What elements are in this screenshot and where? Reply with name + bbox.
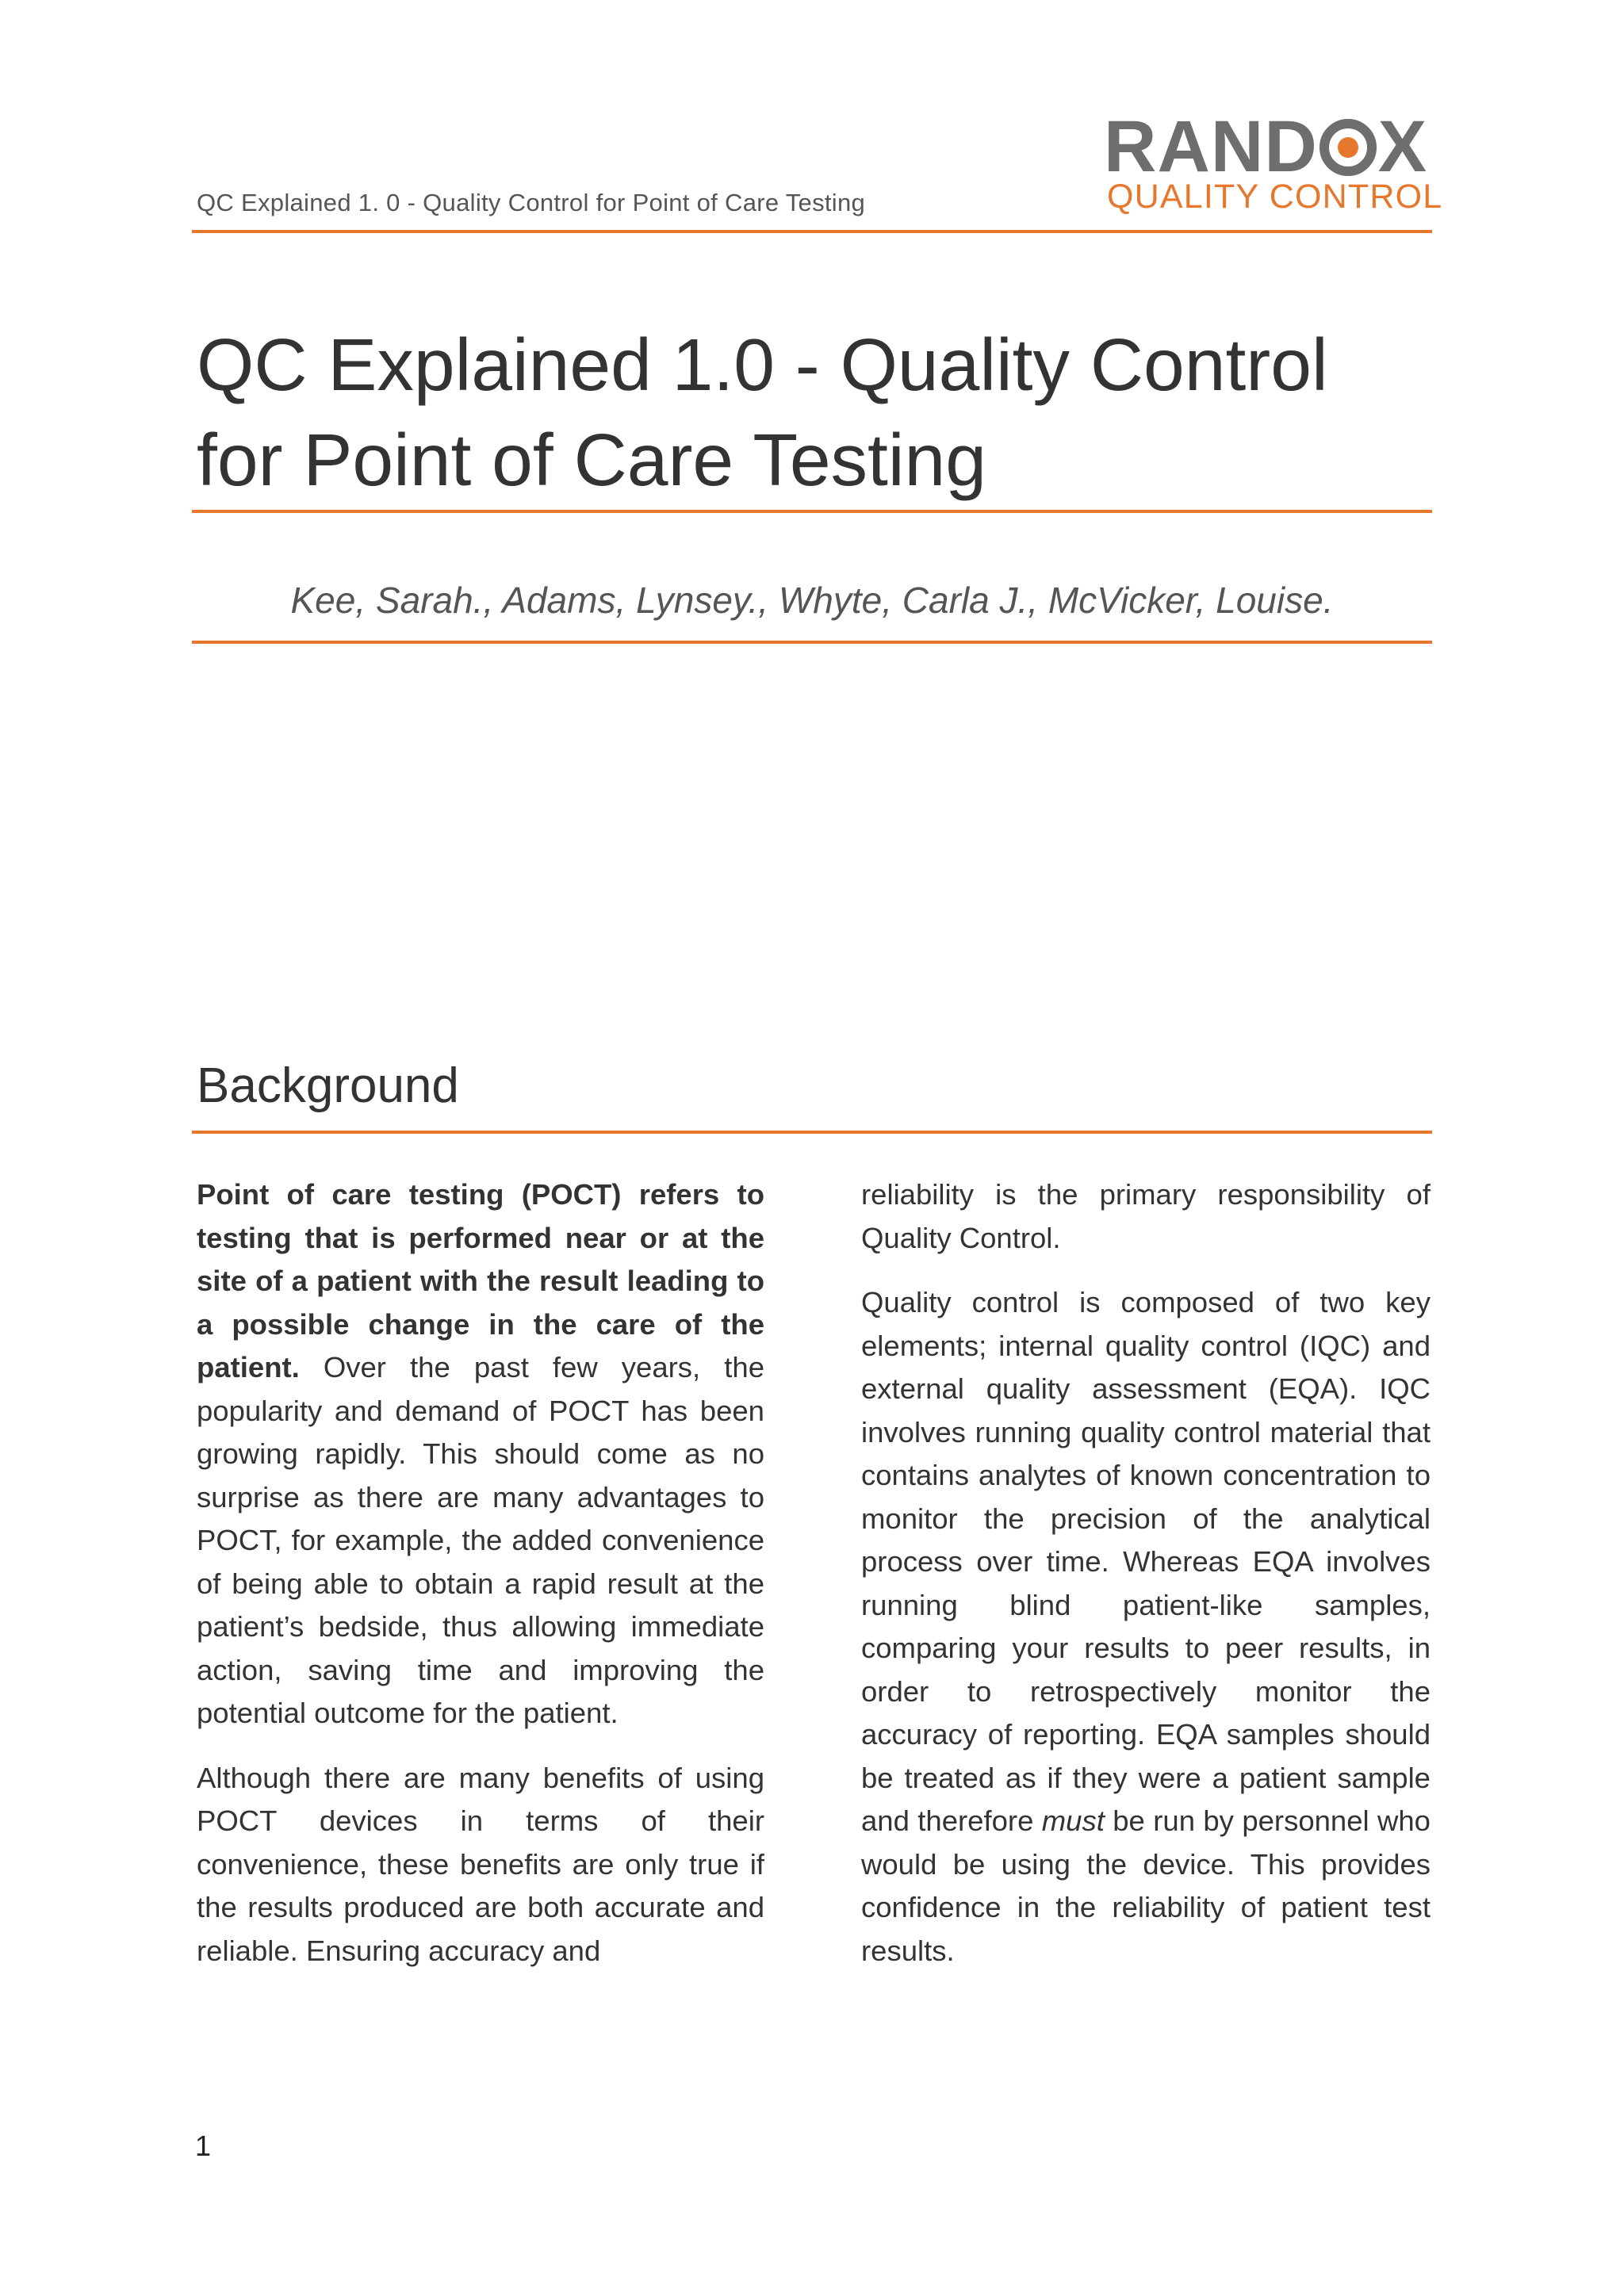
logo-tagline: QUALITY CONTROL <box>1107 178 1443 216</box>
lead-sentence: Point of care testing (POCT) refers to testing that is performed near or at the site of a patient with the result leading to a possible change in the care of the patient. <box>197 1178 764 1383</box>
title-divider <box>192 510 1432 513</box>
running-header: QC Explained 1. 0 - Quality Control for Point of Care Testing <box>197 189 866 216</box>
paragraph <box>861 1281 1431 1973</box>
paragraph: Although there are many benefits of using POCT devices in terms of their convenience, these benefits are only true if the results produced are both accurate and reliable. Ensuring accuracy and <box>197 1761 764 1967</box>
authors-divider <box>192 641 1432 644</box>
section-divider <box>192 1131 1432 1134</box>
randox-logo <box>1104 106 1443 216</box>
paragraph-text: Over the past few years, the popularity and demand of POCT has been growing rapidly. This should come as no surprise as there are many advantages to POCT, for example, the added convenience of being able to obtain a rapid result at the patient’s bedside, thus allowing immediate action, saving time and improving the potential outcome for the patient. <box>197 1351 764 1729</box>
logo-o-icon <box>1320 119 1377 176</box>
document-title: QC Explained 1.0 - Quality Control for Point of Care Testing <box>197 323 1328 501</box>
section-heading: Background <box>197 1058 459 1113</box>
paragraph: reliability is the primary responsibility of Quality Control. <box>861 1178 1431 1254</box>
left-column <box>197 1173 764 1994</box>
paragraph-text: be run by personnel who would be using the device. This provides confidence in the reliability of patient test results. <box>861 1804 1431 1967</box>
author-list: Kee, Sarah., Adams, Lynsey., Whyte, Carla J., McVicker, Louise. <box>290 580 1334 621</box>
paragraph <box>197 1173 764 1735</box>
paragraph-text: Quality control is composed of two key elements; internal quality control (IQC) and external quality assessment (EQA). IQC involves running quality control material that contains analytes of known concentration to monitor the precision of the analytical process over time. Whereas EQA involves running blind patient-like samples, comparing your results to peer results, in order to retrospectively monitor the accuracy of reporting. EQA samples should be treated as if they were a patient sample and therefore <box>861 1286 1431 1837</box>
page-number: 1 <box>195 2130 212 2162</box>
logo-wordmark: RAND X <box>1104 106 1428 187</box>
header-divider <box>192 230 1432 233</box>
emphasis: must <box>1041 1804 1105 1837</box>
right-column <box>861 1173 1431 1994</box>
